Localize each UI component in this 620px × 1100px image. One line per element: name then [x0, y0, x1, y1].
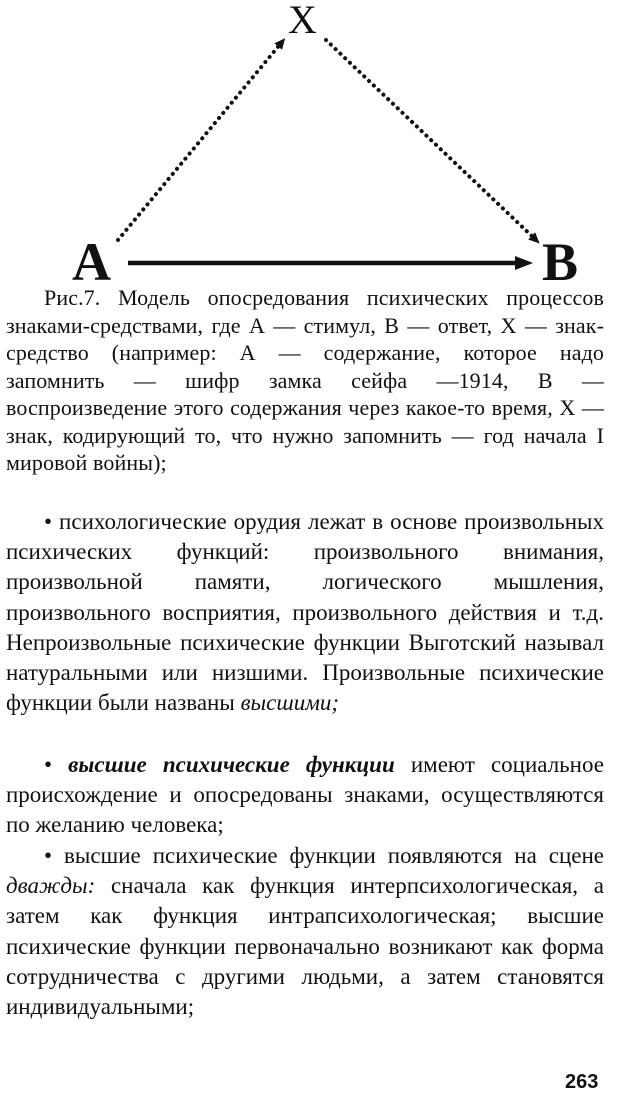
paragraph-text: • психологические орудия лежат в основе произвольных психических функций: произвольного внимания, произвольной памяти, логического мышления, произвольного восприятия, произвольного действия и т.д. Непроизвольные психические функции Выготский называл натуральными или низшими. Произвольные психические функции были названы	[6, 509, 604, 716]
emphasis-higher: высшими;	[240, 690, 340, 716]
paragraph-text: сначала как функция интерпсихологическая, а затем как функция интрапсихологическая; высшие психические функции первоначально возникают как форма сотрудничества с другими людьми, а затем становятся индивидуальными;	[6, 873, 604, 1020]
dotted-arrow-a-to-x	[118, 42, 282, 240]
paragraph-text: • высшие психические функции появляются на сцене	[44, 843, 604, 868]
page-number: 263	[565, 1071, 599, 1093]
figure-caption: Рис.7. Модель опосредования психических процессов знаками-средствами, где А — стимул, В — ответ, Х — знак-средство (например: А — содержание, которое надо запомнить — шифр замка сейфа —1914, В — воспроизведение этого содержания через какое-то время, Х — знак, кодирующий то, что нужно запомнить — год начала I мировой войны);	[6, 285, 604, 475]
emphasis-twice: дважды:	[6, 873, 96, 899]
emphasis-higher-mental-functions: высшие психические функции	[68, 752, 395, 777]
paragraph-psychological-tools	[6, 507, 604, 718]
paragraph-text: имеют социальное происхождение и опосредованы знаками, осуществляются по желанию человека;	[6, 752, 604, 838]
dotted-arrow-x-to-b	[326, 40, 536, 240]
bullet: •	[44, 752, 69, 777]
paragraph-higher-functions	[6, 750, 604, 841]
node-b-label: B	[542, 232, 579, 292]
node-a-label: A	[72, 232, 111, 292]
paragraph-twice-on-stage	[6, 841, 604, 1022]
mediation-triangle-diagram	[0, 0, 620, 290]
node-x-label: X	[288, 0, 317, 42]
